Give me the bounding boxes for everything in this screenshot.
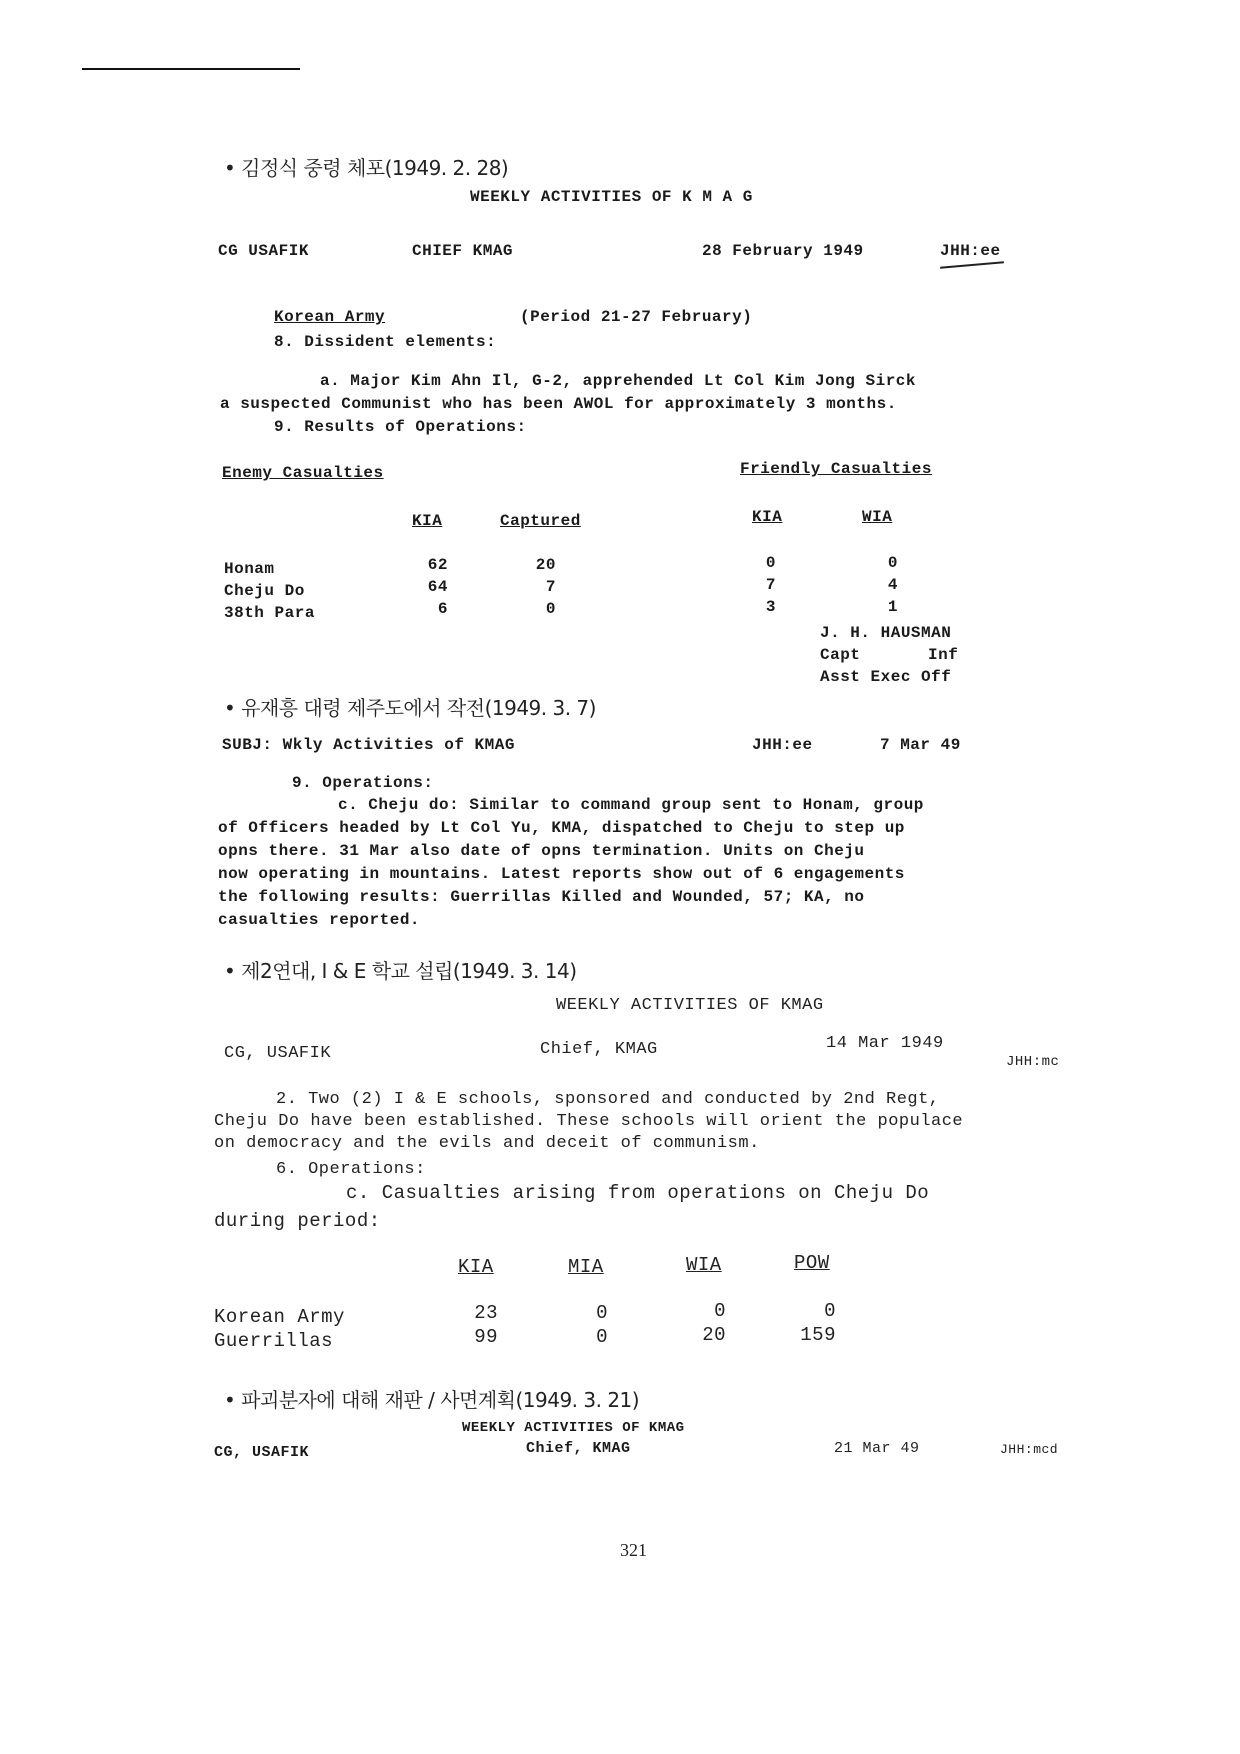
- row-area: 38th Para: [224, 604, 315, 622]
- item-6c-line-2: during period:: [214, 1210, 381, 1232]
- col-pow: POW: [794, 1252, 830, 1274]
- section-1-memo-title: WEEKLY ACTIVITIES OF K M A G: [470, 188, 753, 206]
- ref-underline: [940, 261, 1004, 269]
- row-label: Korean Army: [214, 1306, 345, 1328]
- row-friendly-wia: 1: [887, 598, 898, 616]
- memo-to: CG, USAFIK: [224, 1044, 332, 1063]
- operations-line-3: opns there. 31 Mar also date of opns termination. Units on Cheju: [218, 842, 865, 860]
- row-label: Guerrillas: [214, 1330, 334, 1352]
- row-friendly-wia: 0: [887, 554, 898, 572]
- memo-date: 21 Mar 49: [834, 1440, 920, 1457]
- row-pow: 159: [800, 1324, 836, 1346]
- memo-to: CG USAFIK: [218, 242, 309, 260]
- item-2-line-2: Cheju Do have been established. These schools will orient the populace: [214, 1112, 964, 1131]
- row-area: Cheju Do: [224, 582, 305, 600]
- memo-from: Chief, KMAG: [540, 1040, 658, 1059]
- row-wia: 0: [714, 1300, 726, 1322]
- period-label: (Period 21-27 February): [520, 308, 753, 326]
- operations-line-4: now operating in mountains. Latest reports show out of 6 engagements: [218, 865, 905, 883]
- col-enemy-kia: KIA: [412, 512, 443, 530]
- subj-line: SUBJ: Wkly Activities of KMAG: [222, 736, 515, 754]
- row-kia: 23: [474, 1302, 498, 1324]
- row-area: Honam: [224, 560, 275, 578]
- col-wia: WIA: [686, 1254, 722, 1276]
- col-kia: KIA: [458, 1256, 494, 1278]
- memo-ref: JHH:mc: [1006, 1054, 1060, 1070]
- col-mia: MIA: [568, 1256, 604, 1278]
- signature-rank: Capt: [820, 646, 861, 664]
- page-number: 321: [620, 1540, 647, 1560]
- friendly-casualties-label: Friendly Casualties: [740, 460, 932, 478]
- section-3-memo-title: WEEKLY ACTIVITIES OF KMAG: [556, 996, 824, 1015]
- row-captured: 0: [545, 600, 556, 618]
- item-6-title: 6. Operations:: [276, 1160, 426, 1179]
- row-friendly-kia: 7: [765, 576, 776, 594]
- memo-ref: JHH:ee: [940, 242, 1001, 260]
- row-friendly-wia: 4: [887, 576, 898, 594]
- memo-from: CHIEF KMAG: [412, 242, 514, 260]
- section-3-heading: • 제2연대, I & E 학교 설립(1949. 3. 14): [224, 959, 577, 983]
- operations-line-2: of Officers headed by Lt Col Yu, KMA, dispatched to Cheju to step up: [218, 819, 905, 837]
- section-4-heading: • 파괴분자에 대해 재판 / 사면계획(1949. 3. 21): [224, 1388, 640, 1412]
- top-rule-divider: [82, 68, 300, 70]
- operations-line-1: c. Cheju do: Similar to command group sent to Honam, group: [338, 796, 924, 814]
- col-friendly-kia: KIA: [752, 508, 783, 526]
- operations-line-5: the following results: Guerrillas Killed and Wounded, 57; KA, no: [218, 888, 865, 906]
- col-captured: Captured: [500, 512, 581, 530]
- col-friendly-wia: WIA: [862, 508, 893, 526]
- row-pow: 0: [824, 1300, 836, 1322]
- signature-branch: Inf: [928, 646, 959, 664]
- row-mia: 0: [596, 1326, 608, 1348]
- memo-date: 7 Mar 49: [880, 736, 961, 754]
- row-enemy-kia: 64: [427, 578, 448, 596]
- item-6c-line-1: c. Casualties arising from operations on Cheju Do: [346, 1182, 930, 1204]
- row-mia: 0: [596, 1302, 608, 1324]
- section-2-heading: • 유재흥 대령 제주도에서 작전(1949. 3. 7): [224, 696, 596, 720]
- item-9-title: 9. Results of Operations:: [274, 418, 527, 436]
- memo-to: CG, USAFIK: [214, 1444, 310, 1461]
- row-friendly-kia: 3: [765, 598, 776, 616]
- item-2-line-3: on democracy and the evils and deceit of communism.: [214, 1134, 760, 1153]
- row-captured: 20: [535, 556, 556, 574]
- memo-date: 28 February 1949: [702, 242, 864, 260]
- row-friendly-kia: 0: [765, 554, 776, 572]
- row-wia: 20: [702, 1324, 726, 1346]
- item-9-operations-title: 9. Operations:: [292, 774, 434, 792]
- row-enemy-kia: 6: [437, 600, 448, 618]
- row-kia: 99: [474, 1326, 498, 1348]
- subheading-korean-army: Korean Army: [274, 308, 386, 326]
- row-enemy-kia: 62: [427, 556, 448, 574]
- signature-name: J. H. HAUSMAN: [820, 624, 952, 642]
- enemy-casualties-label: Enemy Casualties: [222, 464, 384, 482]
- operations-line-6: casualties reported.: [218, 911, 421, 929]
- signature-title: Asst Exec Off: [820, 668, 952, 686]
- row-captured: 7: [545, 578, 556, 596]
- item-8-title: 8. Dissident elements:: [274, 333, 497, 351]
- memo-ref: JHH:mcd: [1000, 1442, 1059, 1457]
- item-2-line-1: 2. Two (2) I & E schools, sponsored and conducted by 2nd Regt,: [276, 1090, 940, 1109]
- memo-ref: JHH:ee: [752, 736, 813, 754]
- item-8a-line-2: a suspected Communist who has been AWOL for approximately 3 months.: [220, 395, 897, 413]
- memo-from: Chief, KMAG: [526, 1440, 631, 1457]
- item-8a-line-1: a. Major Kim Ahn Il, G-2, apprehended Lt Col Kim Jong Sirck: [320, 372, 916, 390]
- section-1-heading: • 김정식 중령 체포(1949. 2. 28): [224, 156, 509, 180]
- section-4-memo-title: WEEKLY ACTIVITIES OF KMAG: [462, 1420, 685, 1436]
- memo-date: 14 Mar 1949: [826, 1034, 944, 1053]
